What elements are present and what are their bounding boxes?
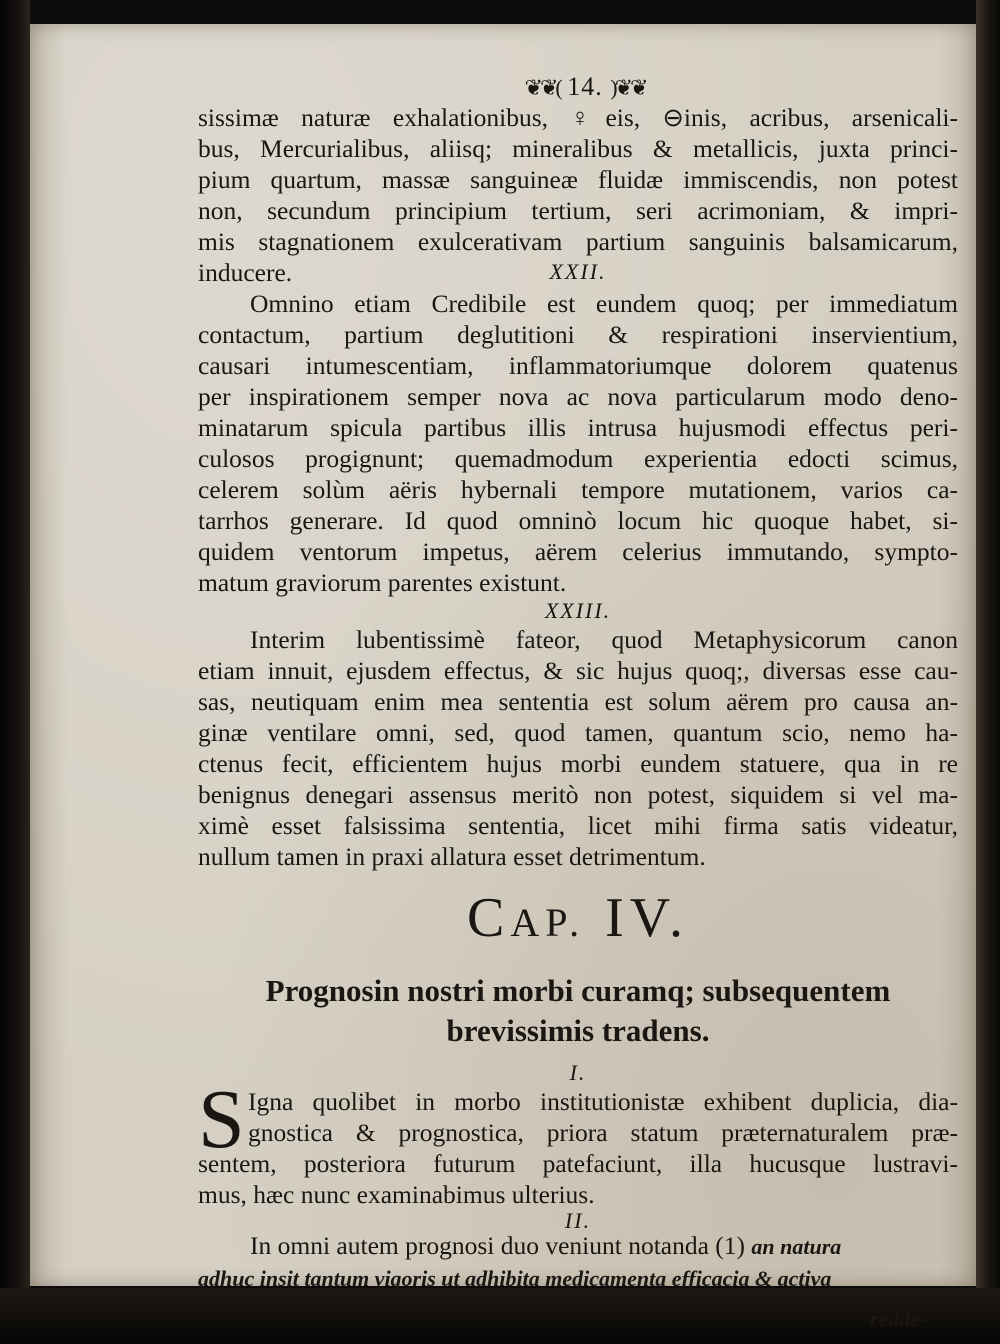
text-line: Igna quolibet in morbo institutionistæ exhibent duplicia, dia-: [248, 1087, 958, 1116]
catchword: redde-: [870, 1306, 928, 1331]
text-line: ginæ ventilare omni, sed, quod tamen, quantum scio, nemo ha-: [198, 718, 958, 747]
page-number: 14.: [567, 72, 603, 101]
text-line: causari intumescentiam, inflammatoriumque dolorem quatenus: [198, 351, 958, 380]
section-number-22: XXII.: [549, 259, 607, 284]
text-line: ximè esset falsissima sententia, licet mihi firma satis videatur,: [198, 811, 958, 840]
scan-border-bottom: [0, 1288, 1000, 1344]
scan-border-right: [976, 0, 1000, 1344]
text-line: gnostica & prognostica, priora statum præternaturalem præ-: [248, 1118, 958, 1147]
text-line: inducere.: [198, 258, 293, 287]
section-number-1: I.: [569, 1060, 587, 1085]
text-line: bus, Mercurialibus, aliisq; mineralibus & metallicis, juxta princi-: [198, 134, 958, 163]
text-line: pium quartum, massæ sanguineæ fluidæ immiscendis, non potest: [198, 165, 958, 194]
text-line: benignus denegari assensus meritò non potest, siquidem si vel ma-: [198, 780, 958, 809]
text-line: tarrhos generare. Id quod omninò locum hic quoque habet, si-: [198, 506, 958, 535]
text-line: mus, hæc nunc examinabimus ulterius.: [198, 1180, 595, 1209]
text-line: sas, neutiquam enim mea sententia est solum aërem pro causa an-: [198, 687, 958, 716]
section-number-23: XXIII.: [544, 598, 612, 623]
text-line: contactum, partium deglutitioni & respirationi inservientium,: [198, 320, 958, 349]
text-line-italic: adhuc insit tantum vigoris ut adhibita medicamenta efficacia & activa: [198, 1266, 832, 1291]
text-line: Interim lubentissimè fateor, quod Metaphysicorum canon: [250, 625, 958, 654]
section-number-2: II.: [564, 1208, 592, 1233]
page-header: [485, 72, 685, 106]
text-line: culosos progignunt; quemadmodum experientia edocti scimus,: [198, 444, 958, 473]
text-line: sentem, posteriora futurum patefaciunt, illa hucusque lustravi-: [198, 1149, 958, 1178]
ornament-right-icon: )❦❦: [610, 75, 646, 100]
text-line: [198, 1230, 841, 1262]
chapter-number: IV.: [605, 887, 689, 949]
scan-border-left: [0, 0, 30, 1344]
book-page: [30, 24, 976, 1291]
chapter-heading: [198, 886, 958, 955]
text-line: quidem ventorum impetus, aërem celerius immutando, sympto-: [198, 537, 958, 566]
chapter-subtitle-line-2: brevissimis tradens.: [446, 1013, 710, 1048]
chapter-heading-initial: C: [467, 887, 511, 949]
text-line: non, secundum principium tertium, seri acrimoniam, & impri-: [198, 196, 958, 225]
text-line: matum graviorum parentes existunt.: [198, 568, 567, 597]
text-line: mis stagnationem exulcerativam partium sanguinis balsamicarum,: [198, 227, 958, 256]
text-line: per inspirationem semper nova ac nova particularum modo deno-: [198, 382, 958, 411]
text-line: nullum tamen in praxi allatura esset detrimentum.: [198, 842, 706, 871]
text-line: etiam innuit, ejusdem effectus, & sic hujus quoq;, diversas esse cau-: [198, 656, 958, 685]
text-line: ctenus fecit, efficientem hujus morbi eundem statuere, qua in re: [198, 749, 958, 778]
text-line: minatarum spicula partibus illis intrusa hujusmodi effectus peri-: [198, 413, 958, 442]
chapter-subtitle-line-1: Prognosin nostri morbi curamq; subsequentem: [265, 973, 891, 1008]
ornament-left-icon: ❦❦(: [524, 75, 560, 100]
text-line: sissimæ naturæ exhalationibus, ♀eis, ⊖inis, acribus, arsenicali-: [198, 103, 958, 132]
text-span: In omni autem prognosi duo veniunt notanda (1): [250, 1231, 746, 1260]
text-line: Omnino etiam Credibile est eundem quoq; per immediatum: [250, 289, 958, 318]
chapter-heading-small-caps: AP.: [510, 900, 586, 945]
text-span-italic: an natura: [751, 1234, 842, 1259]
drop-cap: S: [198, 1073, 245, 1166]
text-line: celerem solùm aëris hybernali tempore mutationem, varios ca-: [198, 475, 958, 504]
